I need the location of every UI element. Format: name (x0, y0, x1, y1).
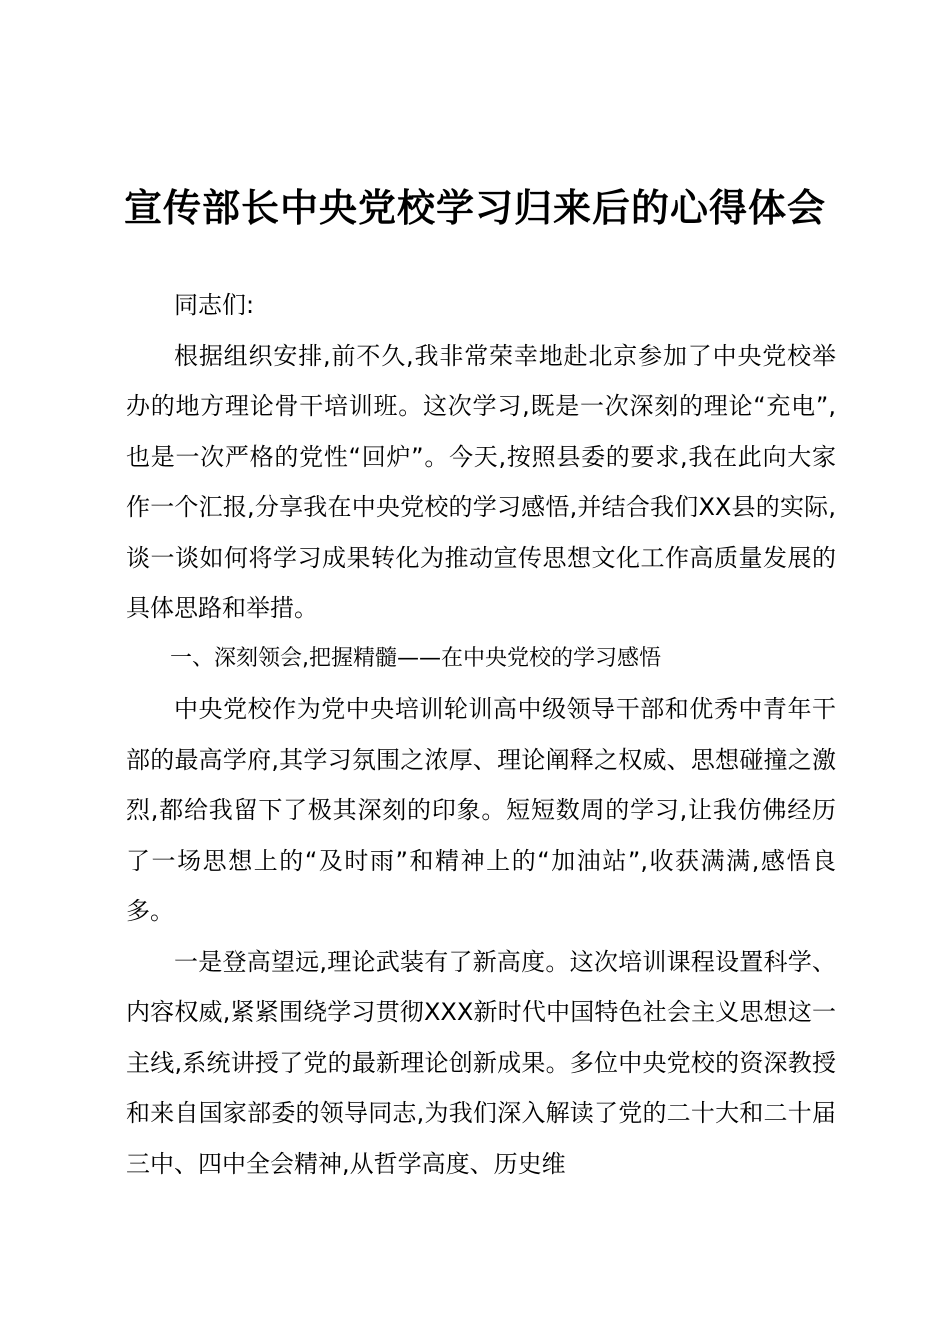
body-paragraph: 一是登高望远,理论武装有了新高度。这次培训课程设置科学、内容权威,紧紧围绕学习贯彻XXX新时代中国特色社会主义思想这一主线,系统讲授了党的最新理论创新成果。多位中央党校的资深教授和来自国家部委的领导同志,为我们深入解读了党的二十大和二十届三中、四中全会精神,从哲学高度、历史维 (126, 947, 836, 1178)
section-heading: 一、深刻领会,把握精髓——在中央党校的学习感悟 (170, 645, 661, 671)
body-paragraph: 中央党校作为党中央培训轮训高中级领导干部和优秀中青年干部的最高学府,其学习氛围之浓厚、理论阐释之权威、思想碰撞之激烈,都给我留下了极其深刻的印象。短短数周的学习,让我仿佛经历了一场思想上的“及时雨”和精神上的“加油站”,收获满满,感悟良多。 (126, 695, 836, 925)
greeting-paragraph: 同志们: (174, 291, 255, 319)
document-body (126, 280, 836, 1189)
intro-paragraph: 根据组织安排,前不久,我非常荣幸地赴北京参加了中央党校举办的地方理论骨干培训班。这次学习,既是一次深刻的理论“充电”,也是一次严格的党性“回炉”。今天,按照县委的要求,我在此向大家作一个汇报,分享我在中央党校的学习感悟,并结合我们XX县的实际,谈一谈如何将学习成果转化为推动宣传思想文化工作高质量发展的具体思路和举措。 (126, 341, 836, 622)
document-title: 宣传部长中央党校学习归来后的心得体会 (123, 185, 826, 230)
